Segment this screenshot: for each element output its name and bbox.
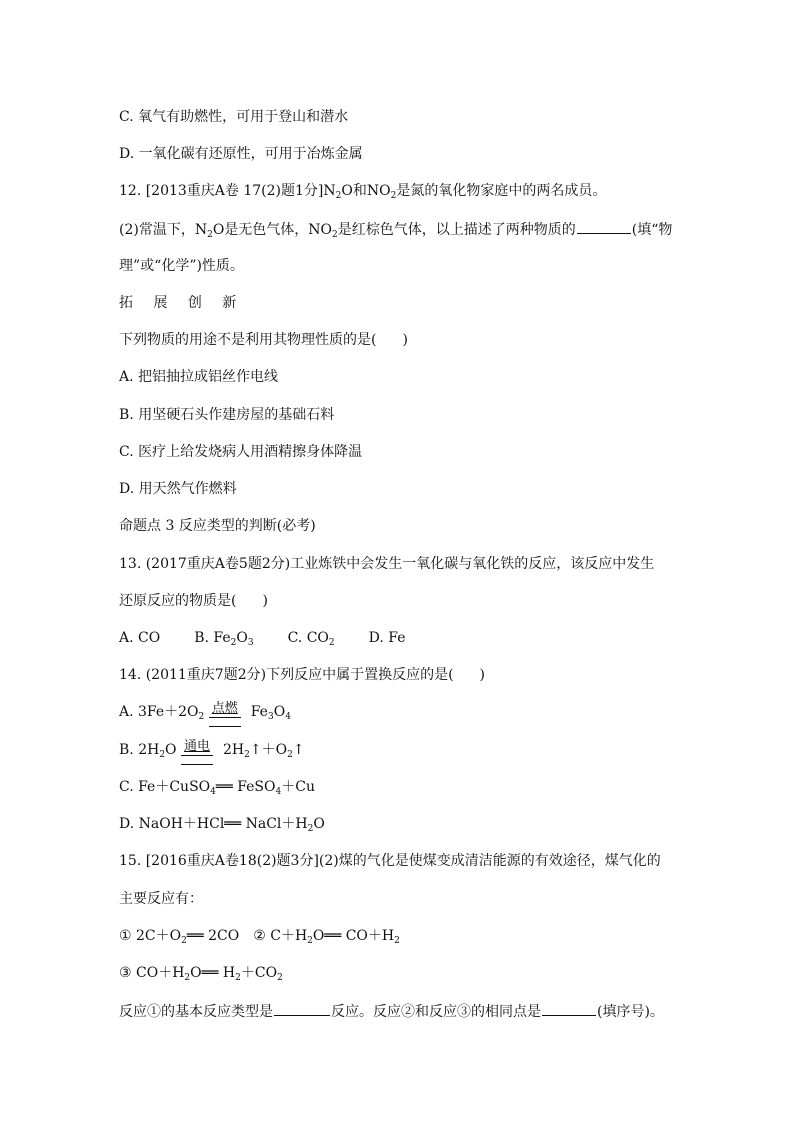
answer-blank[interactable] (577, 218, 631, 234)
reaction-3: ③ $CO+H_2O══$ $H_2+CO_2$ (119, 965, 283, 983)
question-15-answer: 反应①的基本反应类型是 反应。反应②和反应③的相同点是 (填序号)。 (119, 1000, 684, 1022)
question-15-cont: 主要反应有： (119, 891, 203, 907)
question-13-cont: 还原反应的物质是( ) (119, 593, 268, 609)
question-13-options: A. CO B. $Fe_2O_3$ C. $CO_2$ D. Fe (119, 630, 406, 648)
option-c-oxygen: C. 氧气有助燃性，可用于登山和潜水 (119, 109, 349, 125)
extension-option-c: C. 医疗上给发烧病人用酒精擦身体降温 (119, 444, 363, 460)
reactions-1-2: ① $2C+O_2══$ 2CO ② $C+H_2O══$ $CO+H_2$ (119, 928, 400, 946)
answer-blank-common-point[interactable] (542, 1000, 596, 1016)
question-13: 13. (2017重庆A卷5题2分)工业炼铁中会发生一氧化碳与氧化铁的反应，该反应中发生 (119, 556, 655, 572)
extension-option-d: D. 用天然气作燃料 (119, 481, 237, 497)
question-14: 14. (2011重庆7题2分)下列反应中属于置换反应的是( ) (119, 667, 486, 683)
question-15: 15. [2016重庆A卷18(2)题3分](2)煤的气化是使煤变成清洁能源的有效途径，煤气化的 (119, 853, 661, 869)
question-14-option-c: C. Fe＋CuSO$_4$══ FeSO$_4$＋Cu (119, 779, 315, 797)
section-heading-extension: 拓 展 创 新 (119, 295, 245, 311)
question-12-part2: (2)常温下，$N_2O$是无色气体，$NO_2$是红棕色气体，以上描述了两种物质的 (填“物 (119, 218, 684, 245)
question-14-option-b: B. $2H_2O$ 通电 $2H_2↑+O_2↑$ (119, 740, 684, 765)
option-d-carbon-monoxide: D. 一氧化碳有还原性，可用于冶炼金属 (119, 146, 363, 162)
section-3-title: 命题点 3 反应类型的判断(必考) (119, 518, 316, 534)
question-14-option-a: A. $3Fe+2O_2$ 点燃 $Fe_3O_4$ (119, 702, 684, 727)
extension-option-b: B. 用坚硬石头作建房屋的基础石料 (119, 407, 335, 423)
extension-question: 下列物质的用途不是利用其物理性质的是( ) (119, 332, 408, 348)
answer-blank-reaction-type[interactable] (274, 1000, 330, 1016)
extension-option-a: A. 把铝抽拉成铝丝作电线 (119, 369, 279, 385)
question-12-part2-cont: 理”或“化学”)性质。 (119, 258, 244, 274)
question-12: 12. [2013重庆A卷 17(2)题1分]$N_2O$和$NO_2$是氮的氧化物家庭中的两名成员。 (119, 183, 607, 201)
question-14-option-d: D. NaOH＋HCl══ $NaCl+H_2O$ (119, 816, 325, 834)
